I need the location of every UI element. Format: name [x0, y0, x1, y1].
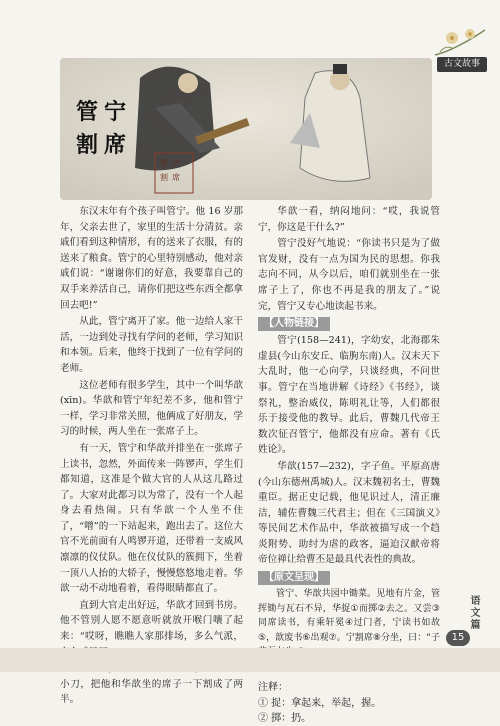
paragraph: 有一天，管宁和华歆并排坐在一张席子上读书，忽然，外面传来一阵锣声，学生们都知道，这准是个做大官的人从这儿路过了。大家对此都习以为常了，没有一个人起身去看热闹。只有华歆一个人坐不住了，“噌”的一下站起来，跑出去了。这位大官不光前面有人鸣锣开道，还带着一支威风凛凛的仪仗队。他在仪仗队的簇拥下，坐着一顶八人抬的大轿子，慢慢悠悠地走着。华歆一动不动地看着，看得眼睛都直了。: [60, 442, 243, 595]
svg-text:宁: 宁: [172, 159, 180, 168]
paragraph: 华歆一看，纳闷地问：“哎，我说管宁，你这是干什么?”: [258, 206, 440, 233]
classic-text: 管宁、华歆共园中锄菜。见地有片金，管挥锄与瓦石不异，华捉①而掷②去之。又尝③同席读书，有乘轩冕④过门者，宁读书如故⑤，歆废书⑥出观⑦。宁割席⑧分坐，曰：“子: [258, 589, 440, 643]
section-title-original: 【原文呈现】: [258, 571, 330, 585]
paragraph: 小刀，把他和华歆坐的席子一下割成了两半。: [60, 678, 243, 706]
paragraph: 这位老师有很多学生，其中一个叫华歆(xīn)。华歆和管宁年纪差不多，他和管宁一样，学习非常关照，他俩成了好朋友，学习的时候，两人坐在一张席子上。: [60, 379, 243, 438]
note-item: ② 掷：扔。: [258, 712, 312, 724]
svg-text:席: 席: [172, 173, 180, 182]
paragraph: 管宁没好气地说：“你读书只是为了做官发财，没有一点为国为民的思想。你我志向不同，从今以后，咱们就别坐在一张席子上了，你也不再是我的朋友了。”说完，管宁又专心地读起书来。: [258, 238, 440, 312]
page-number: 15: [446, 630, 470, 646]
page-title-line1: 管宁: [76, 100, 133, 125]
paragraph: 管宁(158—241)，字幼安，北海郡朱虚县(今山东安丘、临朐东南)人。汉末天下大乱时，他一心向学，只谈经典，不问世事。管宁在当地讲解《诗经》《书经》，谈祭礼，整治威仪，陈明礼让等，人们都很乐于接受他的教导。此后，曹魏几代帝王数次征召管宁，他都没有应命。著有《氏姓论》。: [258, 335, 440, 456]
footer-band: [0, 648, 500, 672]
side-label: 语文篇: [468, 595, 479, 631]
note-item: ① 捉：拿起来，举起，握。: [258, 697, 382, 709]
svg-text:管: 管: [160, 159, 168, 168]
flower-ornament-icon: [430, 20, 490, 60]
corner-tag: 古文故事: [437, 57, 487, 72]
page-title-line2: 割席: [76, 133, 133, 158]
paragraph: 从此，管宁离开了家。他一边给人家干活，一边到处寻找有学问的老师，学习知识和本领。后来，他终于找到了一位有学问的老师。: [60, 316, 243, 374]
notes-label: 注释：: [258, 682, 288, 694]
paragraph: 东汉末年有个孩子叫管宁。他 16 岁那年，父亲去世了，家里的生活十分清贫。亲戚们看到这种情形，有的送来了衣服，有的送来了粮食。管宁的心里特别感动，他对亲戚们说：“谢谢你们的好意，我要靠自己的双手来养活自己，请你们把这些东西全都拿回去吧!”: [60, 206, 243, 311]
paragraph: 华歆(157—232)，字子鱼。平原高唐(今山东德州禹城)人。汉末魏初名士，曹魏重臣。据正史记载，他见识过人，清正廉洁，辅佐曹魏三代君主；但在《三国演义》等民间艺术作品中，华歆被描写成一个趋炎附势、助纣为虐的政客，逼迫汉献帝将帝位禅让给曹丕是最具代表性的典故。: [258, 460, 440, 566]
paragraph: 直到大官走出好远，华歆才回到书房。他不管别人愿不愿意听就放开喉门嚷了起来：“哎呀，瞧瞧人家那排场，多么气派，: [60, 599, 243, 643]
section-title-characters: 【人物链接】: [258, 317, 330, 331]
left-column: [60, 204, 243, 709]
svg-text:割: 割: [160, 173, 168, 182]
